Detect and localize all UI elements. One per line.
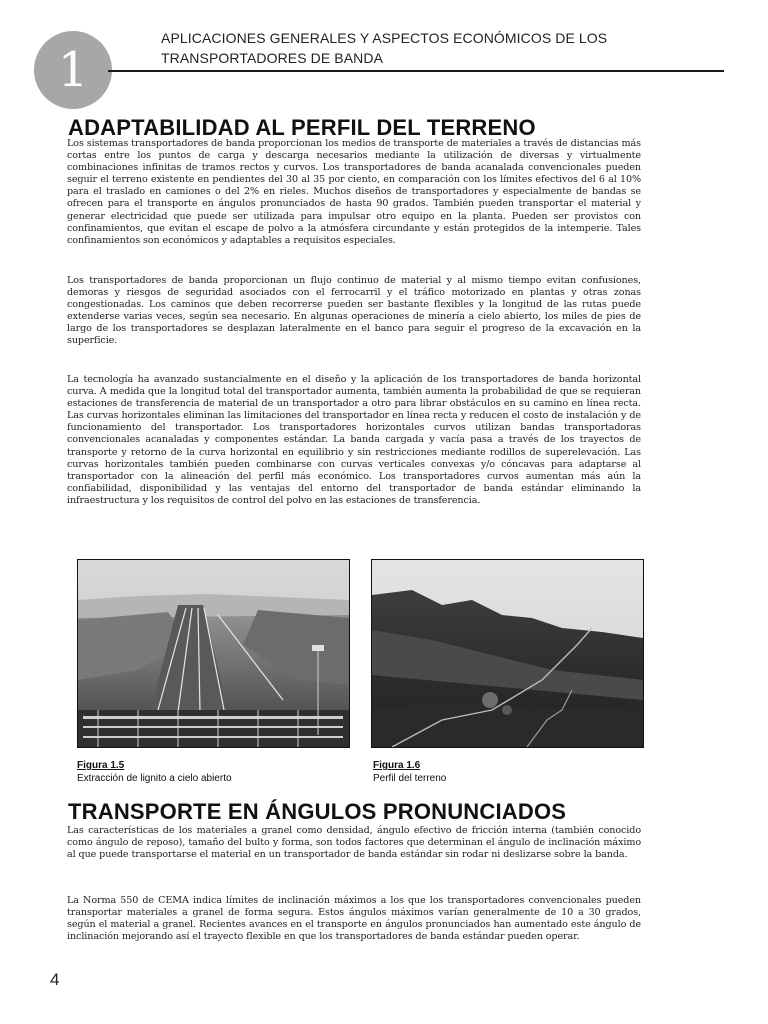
section-heading-adaptabilidad: ADAPTABILIDAD AL PERFIL DEL TERRENO: [68, 115, 536, 140]
paragraph: Los sistemas transportadores de banda proporcionan los medios de transporte de materiales a través de distancias más cortas entre los puntos de carga y descarga necesarios mediante la utilización de diversas y virtualmente combinaciones infinitas de tramos rectos y curvos. Los transportadores de banda acanalada convencionales pueden seguir el terreno existente en pendientes del 30 al 35 por ciento, en comparación con los límites efectivos del 6 al 10% para el traslado en camiones o del 2% en rieles. Muchos diseños de transportadores y especialmente de bandas se ofrecen para el transporte en ángulos pronunciados de hasta 90 grados. También pueden transportar el material y generar electricidad que puede ser utilizada para impulsar otro equipo en la planta. Pueden ser provistos con confinamientos, que evitan el escape de polvo a la atmósfera circundante y están protegidos de la intemperie. Tales confinamientos son económicos y adaptables a requisitos especiales.: [67, 138, 641, 246]
paragraph: Los transportadores de banda proporcionan un flujo continuo de material y al mismo tiempo evitan confusiones, demoras y riesgos de seguridad asociados con el ferrocarril y el tráfico motorizado en plantas y otras zonas congestionadas. Los caminos que deben recorrerse pueden ser bastante flexibles y la longitud de las rutas puede extenderse varias veces, según sea necesario. En algunas operaciones de minería a cielo abierto, los miles de pies de largo de los transportadores se desplazan lateralmente en el banco para seguir el progreso de la excavación en la superficie.: [67, 275, 641, 347]
paragraph: Las características de los materiales a granel como densidad, ángulo efectivo de fricción interna (también conocido como ángulo de reposo), tamaño del bulto y forma, son todos factores que determinan el ángulo de inclinación máximo al que puede transportarse el material en un transportador de banda estándar sin rodar ni deslizarse sobre la banda.: [67, 825, 641, 861]
figure-label: Figura 1.6: [373, 760, 421, 771]
header-divider: [108, 70, 724, 72]
figure-1-5-photo: [77, 559, 350, 748]
running-header-title: APLICACIONES GENERALES Y ASPECTOS ECONÓMICOS DE LOS TRANSPORTADORES DE BANDA: [161, 30, 608, 66]
figure-caption: Perfil del terreno: [373, 773, 447, 784]
figure-label: Figura 1.5: [77, 760, 125, 771]
paragraph: La Norma 550 de CEMA indica límites de inclinación máximos a los que los transportadores convencionales pueden transportar materiales a granel de forma segura. Estos ángulos máximos varían generalmente de 10 a 30 grados, según el material a granel. Recientes avances en el transporte en ángulos pronunciados han aumentado este ángulo de inclinación mejorando así el trayecto flexible en que los transportadores de banda estándar pueden operar.: [67, 895, 641, 943]
chapter-badge: [34, 31, 112, 109]
chapter-number: 1: [57, 42, 89, 98]
figure-1-6-photo: [371, 559, 644, 748]
paragraph: La tecnología ha avanzado sustancialmente en el diseño y la aplicación de los transportadores de banda horizontal curva. A medida que la longitud total del transportador aumenta, también aumenta la probabilidad de que se requieran estaciones de transferencia de material de un transportador a otro para librar obstáculos en su camino en línea recta. Las curvas horizontales eliminan las limitaciones del transportador en línea recta y reducen el costo de instalación y de funcionamiento del transportador. Los transportadores horizontales curvos utilizan bandas transportadoras convencionales acanaladas y componentes estándar. La banda cargada y vacía pasa a través de los trayectos de transporte y retorno de la curva horizontal en equilibrio y sin restricciones mediante rodillos de superelevación. Las curvas horizontales también pueden combinarse con curvas verticales convexas y/o cóncavas para adaptarse al transportador con la alineación del perfil más económico. Los transportadores curvos aumentan más aún la confiabilidad, disponibilidad y las ventajas del entorno del transportador de banda estándar eliminando la infraestructura y los requisitos de control del polvo en las estaciones de transferencia.: [67, 374, 641, 506]
section-heading-transporte: TRANSPORTE EN ÁNGULOS PRONUNCIADOS: [68, 799, 567, 824]
page-number: 4: [50, 970, 60, 989]
figure-caption: Extracción de lignito a cielo abierto: [77, 773, 232, 784]
